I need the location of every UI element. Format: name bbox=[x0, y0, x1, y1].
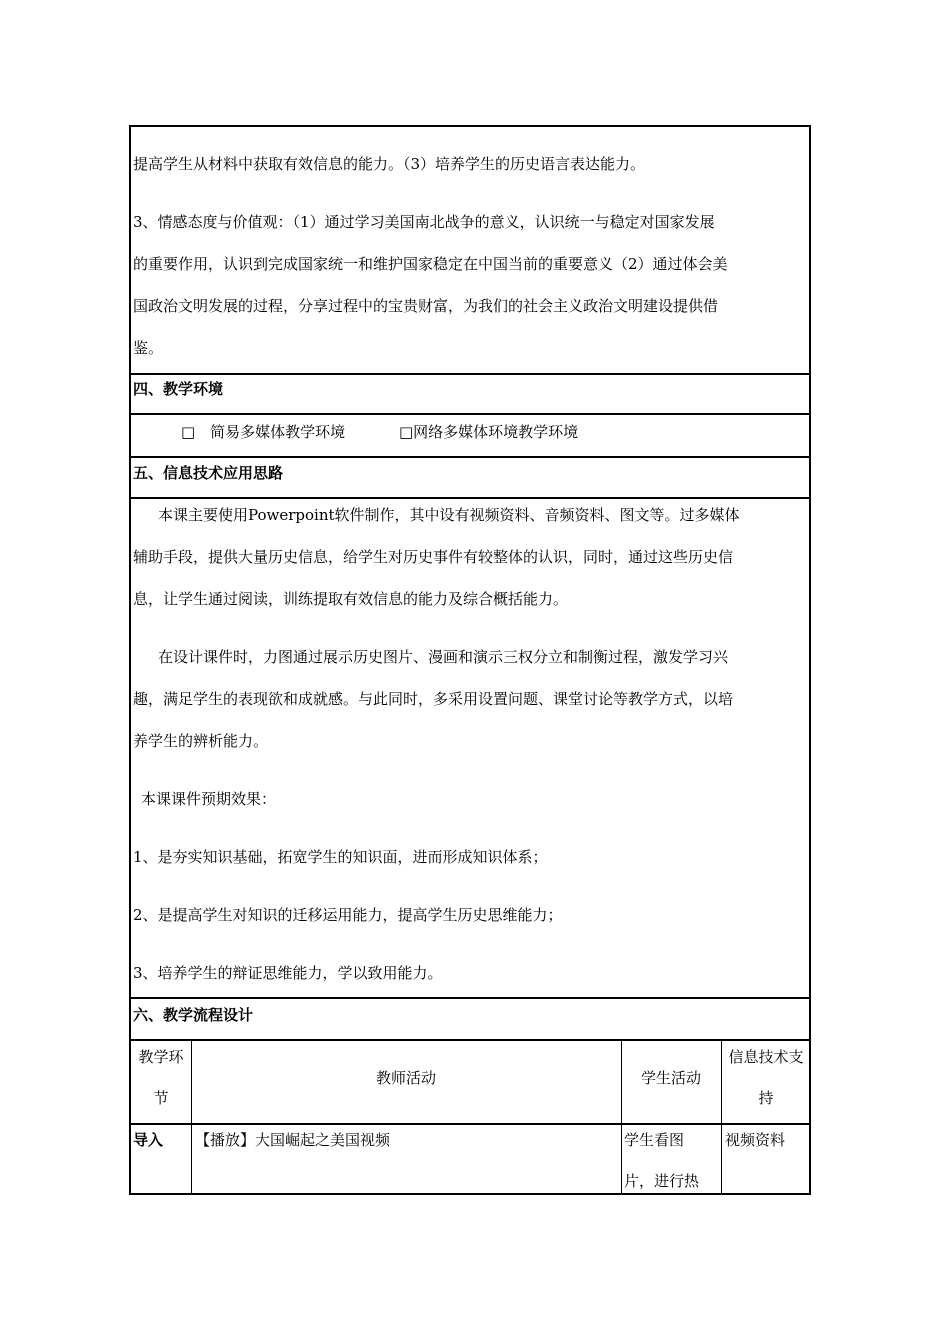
row-divider bbox=[131, 456, 809, 458]
effect-item-2: 2、是提高学生对知识的迁移运用能力，提高学生历史思维能力； bbox=[133, 906, 563, 924]
it-para2-line1: 在设计课件时，力图通过展示历史图片、漫画和演示三权分立和制衡过程，激发学习兴 bbox=[158, 648, 729, 666]
env-option-simple: □ 简易多媒体教学环境 bbox=[181, 423, 346, 441]
it-para2-line2: 趣，满足学生的表现欲和成就感。与此同时，多采用设置问题、课堂讨论等教学方式，以培 bbox=[133, 690, 734, 708]
row-student-activity-1: 学生看图 bbox=[624, 1131, 685, 1149]
it-para1-line1: 本课主要使用Powerpoint软件制作，其中设有视频资料、音频资料、图文等。过多媒体 bbox=[158, 506, 740, 524]
emotion-objective-line-1: 3、情感态度与价值观：（1）通过学习美国南北战争的意义，认识统一与稳定对国家发展 bbox=[133, 213, 715, 231]
row-divider bbox=[131, 497, 809, 499]
it-para1-line2: 辅助手段，提供大量历史信息，给学生对历史事件有较整体的认识，同时，通过这些历史信 bbox=[133, 548, 734, 566]
env-option-network: □网络多媒体环境教学环境 bbox=[399, 423, 579, 441]
row-divider bbox=[131, 413, 809, 415]
row-teacher-activity: 【播放】大国崛起之美国视频 bbox=[195, 1131, 391, 1149]
column-divider bbox=[191, 1039, 192, 1195]
it-para1-line3: 息，让学生通过阅读，训练提取有效信息的能力及综合概括能力。 bbox=[133, 590, 569, 608]
section5-heading: 五、信息技术应用思路 bbox=[133, 464, 284, 482]
emotion-objective-line-2: 的重要作用，认识到完成国家统一和维护国家稳定在中国当前的重要意义（2）通过体会美 bbox=[133, 255, 728, 273]
row-divider bbox=[131, 997, 809, 999]
section6-heading: 六、教学流程设计 bbox=[133, 1006, 254, 1024]
effect-item-3: 3、培养学生的辩证思维能力，学以致用能力。 bbox=[133, 964, 443, 982]
lesson-plan-table bbox=[129, 125, 811, 1195]
section4-heading: 四、教学环境 bbox=[133, 380, 224, 398]
row-student-activity-2: 片，进行热 bbox=[624, 1172, 700, 1190]
row-stage-intro: 导入 bbox=[133, 1131, 164, 1149]
effect-item-1: 1、是夯实知识基础，拓宽学生的知识面，进而形成知识体系； bbox=[133, 848, 548, 866]
col-header-student: 学生活动 bbox=[640, 1069, 701, 1087]
col-header-stage-2: 节 bbox=[153, 1089, 169, 1107]
col-header-tech-2: 持 bbox=[758, 1089, 774, 1107]
row-divider bbox=[131, 1123, 809, 1125]
effects-title: 本课课件预期效果： bbox=[141, 790, 277, 808]
col-header-teacher: 教师活动 bbox=[375, 1069, 436, 1087]
it-para2-line3: 养学生的辨析能力。 bbox=[133, 732, 269, 750]
col-header-tech-1: 信息技术支 bbox=[728, 1048, 804, 1066]
emotion-objective-line-3: 国政治文明发展的过程，分享过程中的宝贵财富，为我们的社会主义政治文明建设提供借 bbox=[133, 297, 719, 315]
row-divider bbox=[131, 1039, 809, 1041]
ability-objective-line: 提高学生从材料中获取有效信息的能力。（3）培养学生的历史语言表达能力。 bbox=[133, 155, 646, 173]
row-divider bbox=[131, 373, 809, 375]
col-header-stage-1: 教学环 bbox=[138, 1048, 184, 1066]
emotion-objective-line-4: 鉴。 bbox=[133, 339, 164, 357]
column-divider bbox=[621, 1039, 622, 1195]
row-tech-support: 视频资料 bbox=[725, 1131, 786, 1149]
